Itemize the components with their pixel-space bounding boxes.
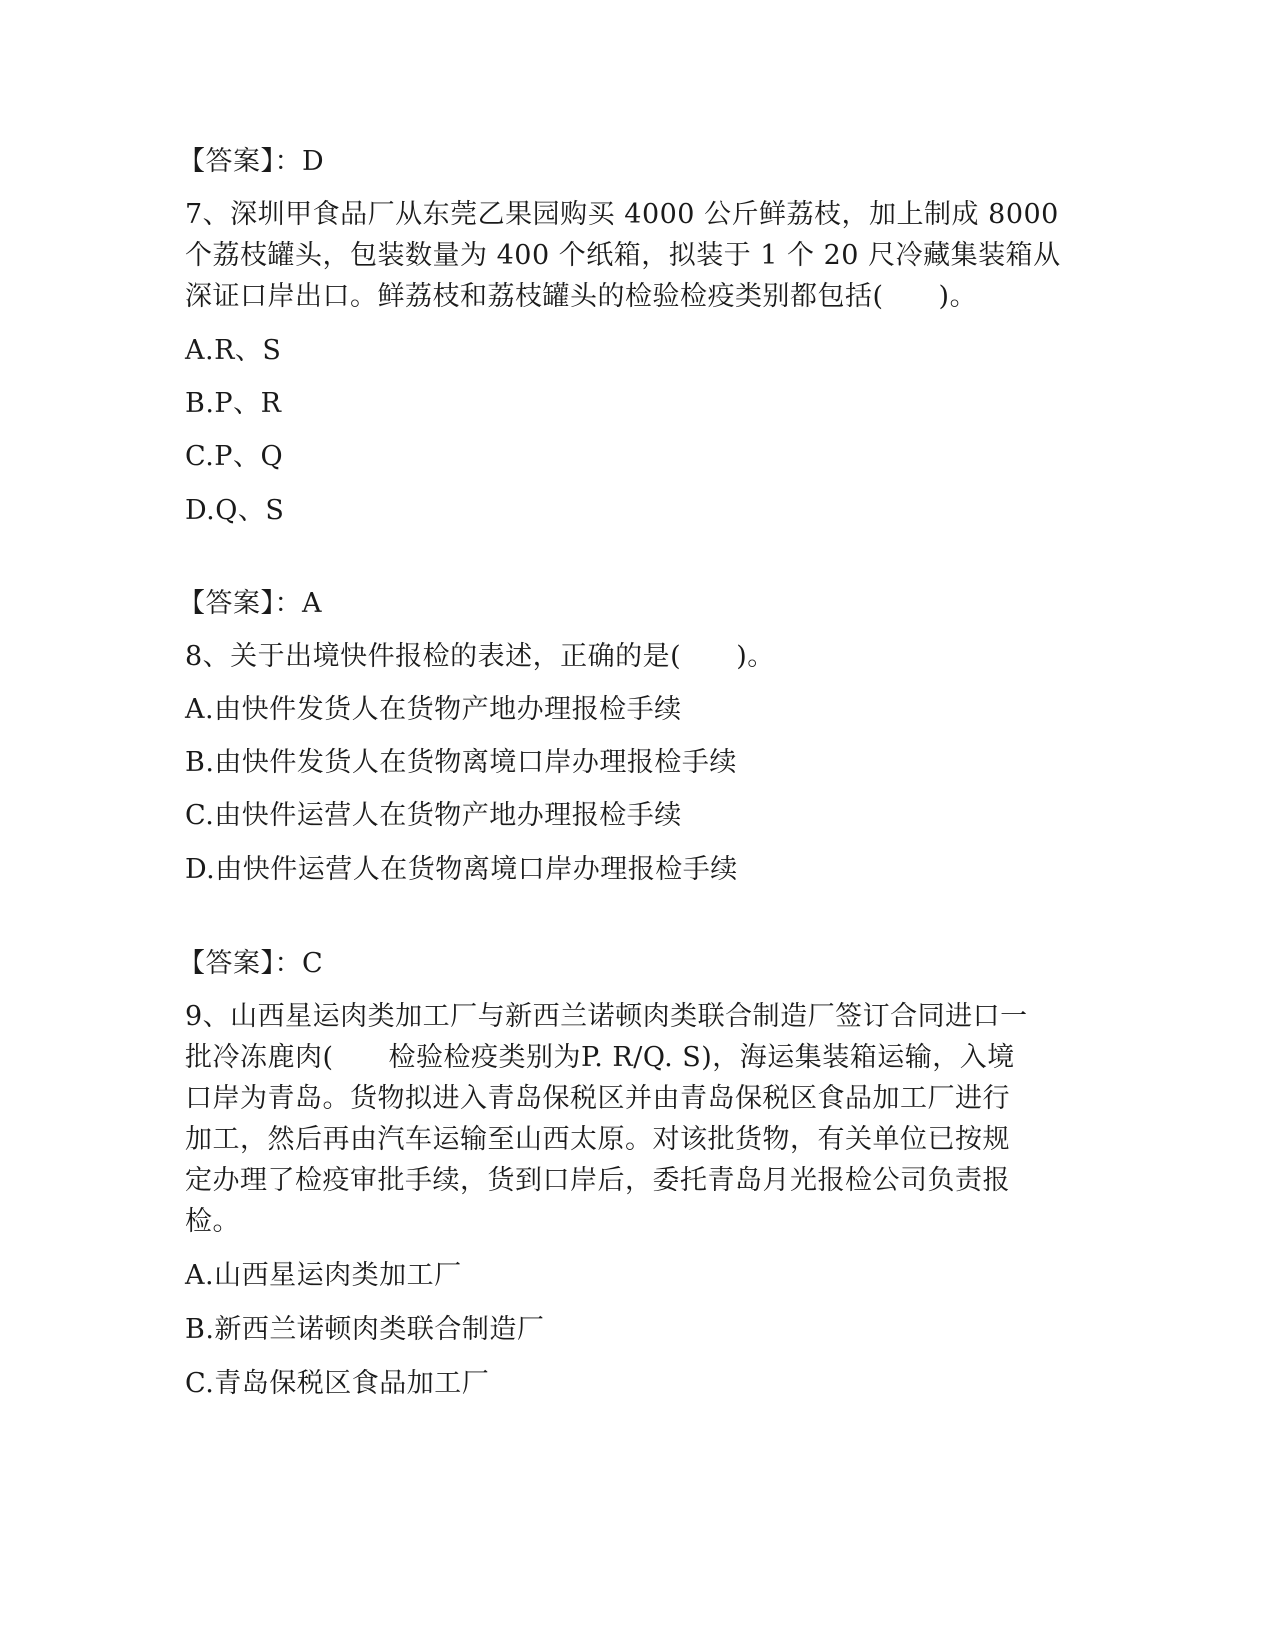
question-8-stem-line-1: 8、关于出境快件报检的表述，正确的是( )。 [185, 641, 775, 672]
question-8-option-b: B.由快件发货人在货物离境口岸办理报检手续 [185, 747, 737, 778]
question-8-option-d: D.由快件运营人在货物离境口岸办理报检手续 [185, 854, 738, 885]
question-9-option-b: B.新西兰诺顿肉类联合制造厂 [185, 1314, 545, 1345]
question-7-stem-line-2: 个荔枝罐头，包装数量为 400 个纸箱，拟装于 1 个 20 尺冷藏集装箱从 [185, 240, 1061, 271]
question-9-option-a: A.山西星运肉类加工厂 [185, 1260, 462, 1291]
question-7-option-d: D.Q、S [185, 495, 285, 526]
question-8-option-a: A.由快件发货人在货物产地办理报检手续 [185, 694, 682, 725]
question-9-option-c: C.青岛保税区食品加工厂 [185, 1368, 490, 1399]
question-9-stem-line-1: 9、山西星运肉类加工厂与新西兰诺顿肉类联合制造厂签订合同进口一 [185, 1001, 1028, 1032]
question-9-stem-line-5: 定办理了检疫审批手续，货到口岸后，委托青岛月光报检公司负责报 [185, 1165, 1010, 1196]
question-9-stem-line-6: 检。 [185, 1206, 240, 1237]
question-9-stem-line-3: 口岸为青岛。货物拟进入青岛保税区并由青岛保税区食品加工厂进行 [185, 1083, 1010, 1114]
answer-q7: 【答案】：A [178, 588, 322, 619]
question-7-option-b: B.P、R [185, 388, 282, 419]
question-7-option-a: A.R、S [185, 335, 282, 366]
question-7-option-c: C.P、Q [185, 441, 284, 472]
question-7-stem-line-1: 7、深圳甲食品厂从东莞乙果园购买 4000 公斤鲜荔枝，加上制成 8000 [185, 199, 1059, 230]
question-9-stem-line-4: 加工，然后再由汽车运输至山西太原。对该批货物，有关单位已按规 [185, 1124, 1010, 1155]
question-9-stem-line-2: 批冷冻鹿肉( 检验检疫类别为P. R/Q. S)，海运集装箱运输，入境 [185, 1042, 1015, 1073]
question-7-stem-line-3: 深证口岸出口。鲜荔枝和荔枝罐头的检验检疫类别都包括( )。 [185, 281, 978, 312]
answer-q6: 【答案】：D [178, 146, 325, 177]
question-8-option-c: C.由快件运营人在货物产地办理报检手续 [185, 800, 682, 831]
answer-q8: 【答案】：C [178, 948, 324, 979]
